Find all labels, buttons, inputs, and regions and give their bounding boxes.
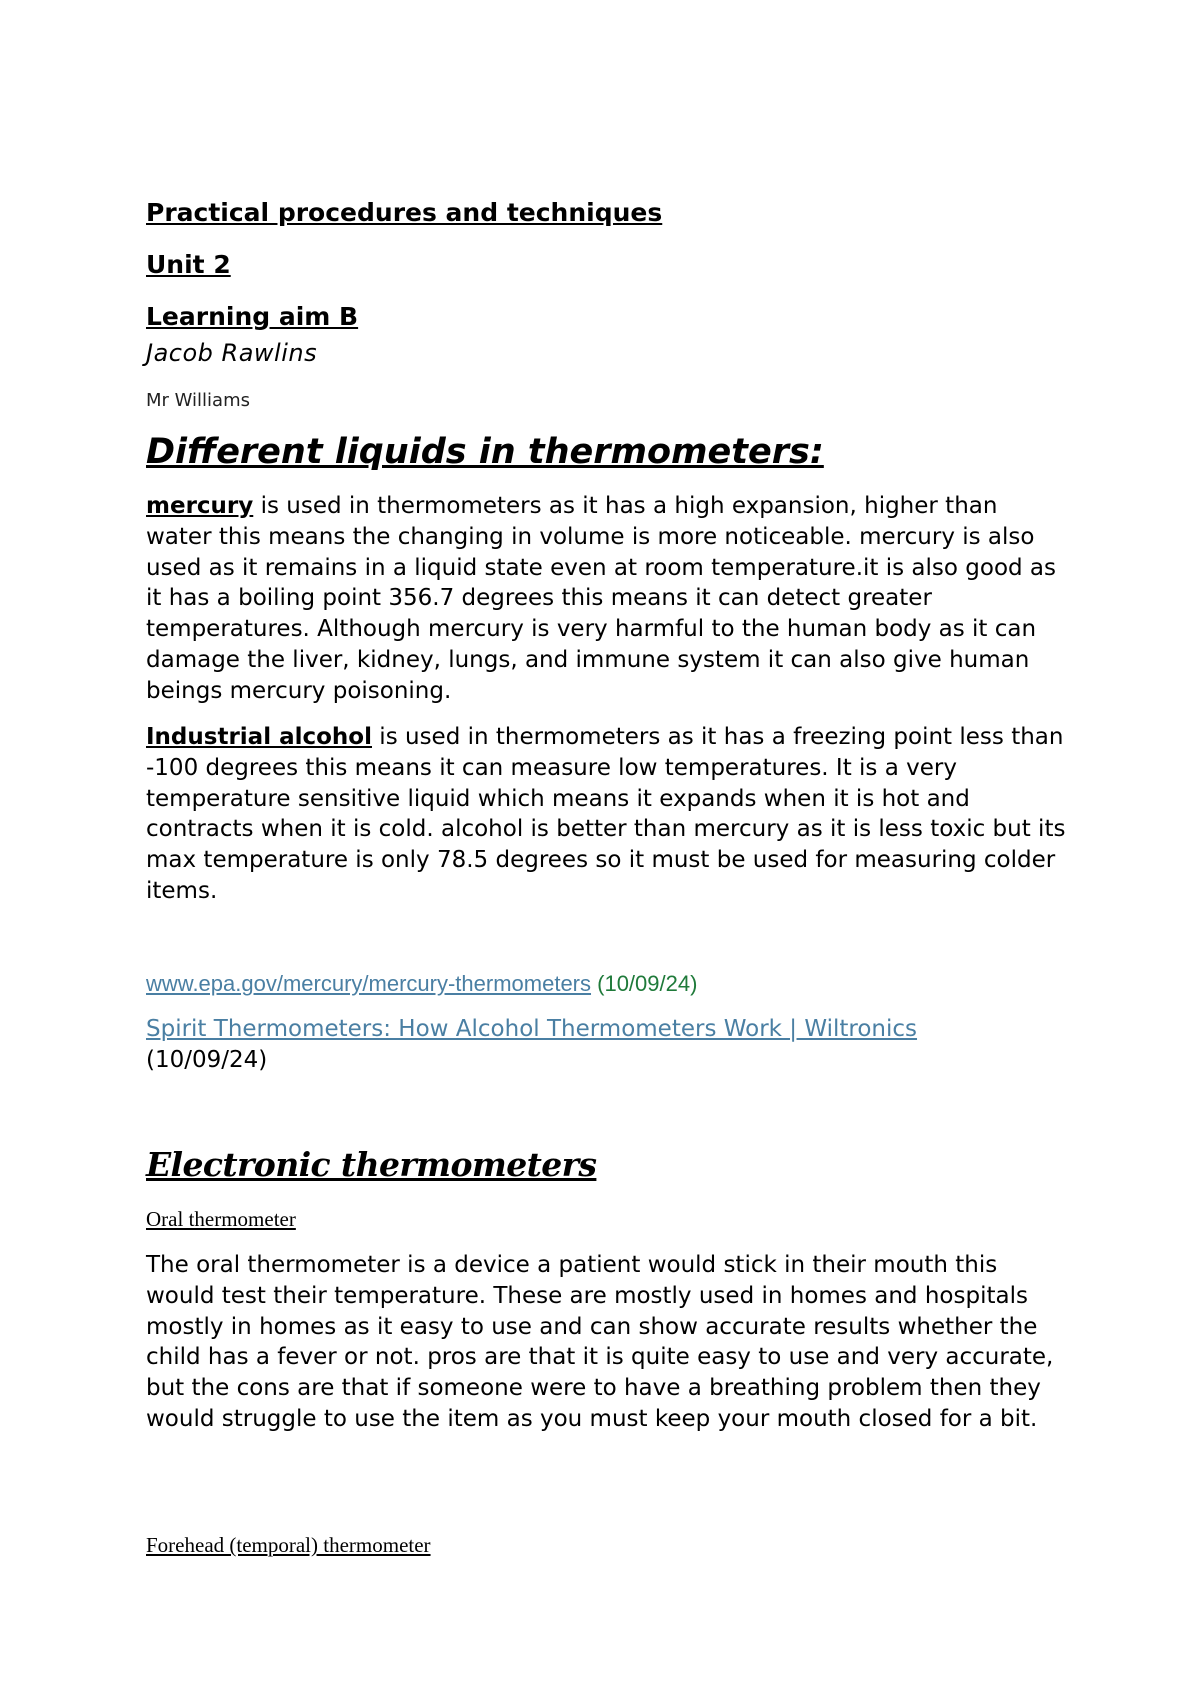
wiltronics-link[interactable]: Spirit Thermometers: How Alcohol Thermometers Work | Wiltronics [146, 1016, 918, 1042]
reference-wiltronics [146, 1014, 1066, 1076]
epa-link[interactable]: www.epa.gov/mercury/mercury-thermometers [146, 971, 592, 996]
epa-date: (10/09/24) [591, 971, 698, 996]
alcohol-paragraph [146, 722, 1066, 907]
document-title: Practical procedures and techniques [146, 198, 663, 227]
learning-aim-heading: Learning aim B [146, 302, 359, 331]
wiltronics-date: (10/09/24) [146, 1046, 268, 1073]
oral-subheading: Oral thermometer [146, 1207, 296, 1231]
liquids-heading: Different liquids in thermometers: [146, 432, 824, 472]
mercury-text: is used in thermometers as it has a high expansion, higher than water this means the changing in volume is more noticeable. mercury is also used as it remains in a liquid state even at room temperature.it is also good as it has a boiling point 356.7 degrees this means it can detect greater temperatures. Although mercury is very harmful to the human body as it can damage the liver, kidney, lungs, and immune system it can also give human beings mercury poisoning. [146, 493, 1057, 704]
reference-epa [146, 969, 697, 1000]
mercury-paragraph [146, 491, 1066, 707]
electronic-heading: Electronic thermometers [146, 1145, 597, 1184]
unit-heading: Unit 2 [146, 250, 231, 279]
alcohol-text: is used in thermometers as it has a freezing point less than -100 degrees this means it can measure low temperatures. It is a very temperature sensitive liquid which means it expands when it is hot and contracts when it is cold. alcohol is better than mercury as it is less toxic but its max temperature is only 78.5 degrees so it must be used for measuring colder items. [146, 724, 1066, 904]
forehead-subheading: Forehead (temporal) thermometer [146, 1533, 431, 1557]
teacher-name: Mr Williams [146, 390, 251, 411]
author-name: Jacob Rawlins [146, 339, 318, 367]
mercury-term: mercury [146, 493, 254, 519]
oral-paragraph: The oral thermometer is a device a patient would stick in their mouth this would test their temperature. These are mostly used in homes and hospitals mostly in homes as it easy to use and can show accurate results whether the child has a fever or not. pros are that it is quite easy to use and very accurate, but the cons are that if someone were to have a breathing problem then they would struggle to use the item as you must keep your mouth closed for a bit. [146, 1252, 1054, 1432]
alcohol-term: Industrial alcohol [146, 724, 372, 750]
